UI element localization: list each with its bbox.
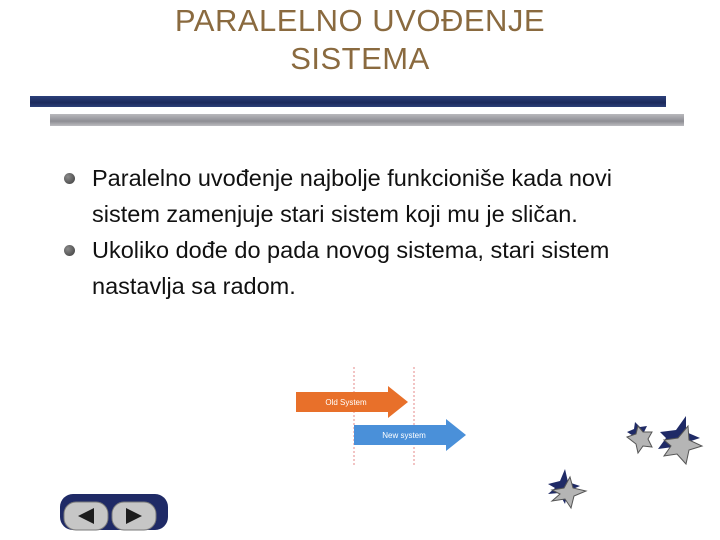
new-system-label: New system bbox=[382, 431, 426, 440]
old-system-label: Old System bbox=[325, 398, 367, 407]
bullet-list bbox=[62, 160, 662, 304]
bullet-dot-icon bbox=[64, 245, 75, 256]
next-button[interactable] bbox=[112, 502, 156, 530]
bullet-item bbox=[62, 160, 662, 232]
slide-navigation bbox=[60, 494, 168, 532]
bullet-text: Paralelno uvođenje najbolje funkcioniše kada novi sistem zamenjuje stari sistem koji mu je sličan. bbox=[92, 165, 612, 227]
title-underline-gray bbox=[50, 114, 684, 126]
parallel-conversion-diagram bbox=[292, 365, 474, 469]
title-underline-blue bbox=[30, 96, 666, 107]
slide-title-line-2: SISTEMA bbox=[290, 41, 430, 76]
slide-title bbox=[60, 2, 660, 78]
star-icon bbox=[552, 477, 586, 508]
prev-button[interactable] bbox=[64, 502, 108, 530]
slide-title-line-1: PARALELNO UVOĐENJE bbox=[174, 3, 546, 38]
star-icon bbox=[627, 426, 652, 453]
bullet-dot-icon bbox=[64, 173, 75, 184]
bullet-text: Ukoliko dođe do pada novog sistema, stari sistem nastavlja sa radom. bbox=[92, 237, 610, 299]
bullet-item bbox=[62, 232, 662, 304]
decorative-stars bbox=[540, 410, 710, 515]
